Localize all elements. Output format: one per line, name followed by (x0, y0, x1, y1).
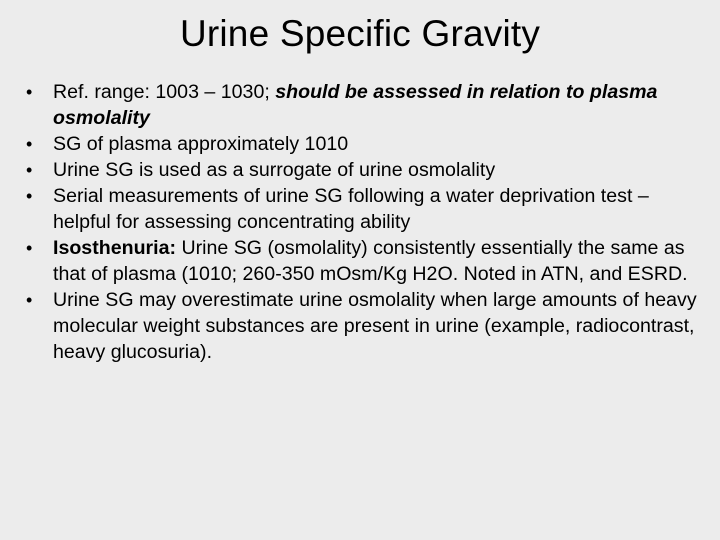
bullet-dot-icon: • (26, 186, 33, 206)
bullet-text (53, 133, 348, 155)
bullet-body: Serial measurements of urine SG following a water deprivation test – helpful for assessing concentrating ability (53, 185, 649, 233)
bullet-list (26, 79, 698, 365)
bullet-body: Urine SG is used as a surrogate of urine osmolality (53, 159, 496, 181)
bullet-text (53, 237, 688, 285)
bullet-item-overestimate (26, 287, 698, 365)
bullet-dot-icon: • (26, 82, 33, 102)
slide-title: Urine Specific Gravity (179, 13, 541, 54)
bullet-body: Urine SG may overestimate urine osmolality when large amounts of heavy molecular weight substances are present in urine (example, radiocontrast, heavy glucosuria). (53, 289, 697, 363)
bullet-body: Urine SG (osmolality) consistently essentially the same as that of plasma (1010; 260-350 mOsm/Kg H2O. Noted in ATN, and ESRD. (53, 237, 688, 285)
bullet-text (53, 81, 657, 129)
bullet-text (53, 289, 697, 363)
bullet-item-isosthenuria (26, 235, 698, 287)
bullet-dot-icon: • (26, 290, 33, 310)
bullet-dot-icon: • (26, 134, 33, 154)
bullet-item-serial-measurements (26, 183, 698, 235)
bullet-item-plasma-sg (26, 131, 698, 157)
bullet-dot-icon: • (26, 238, 33, 258)
bullet-dot-icon: • (26, 160, 33, 180)
bullet-body: SG of plasma approximately 1010 (53, 133, 349, 155)
bullet-item-reference-range (26, 79, 698, 131)
bullet-text (53, 185, 649, 233)
bullet-item-surrogate (26, 157, 698, 183)
bullet-text (53, 159, 495, 181)
bullet-body: Ref. range: 1003 – 1030; (53, 81, 276, 103)
bullet-lead: Isosthenuria: (53, 237, 177, 259)
bullet-emphasis: should be assessed in relation to plasma osmolality (53, 81, 658, 129)
